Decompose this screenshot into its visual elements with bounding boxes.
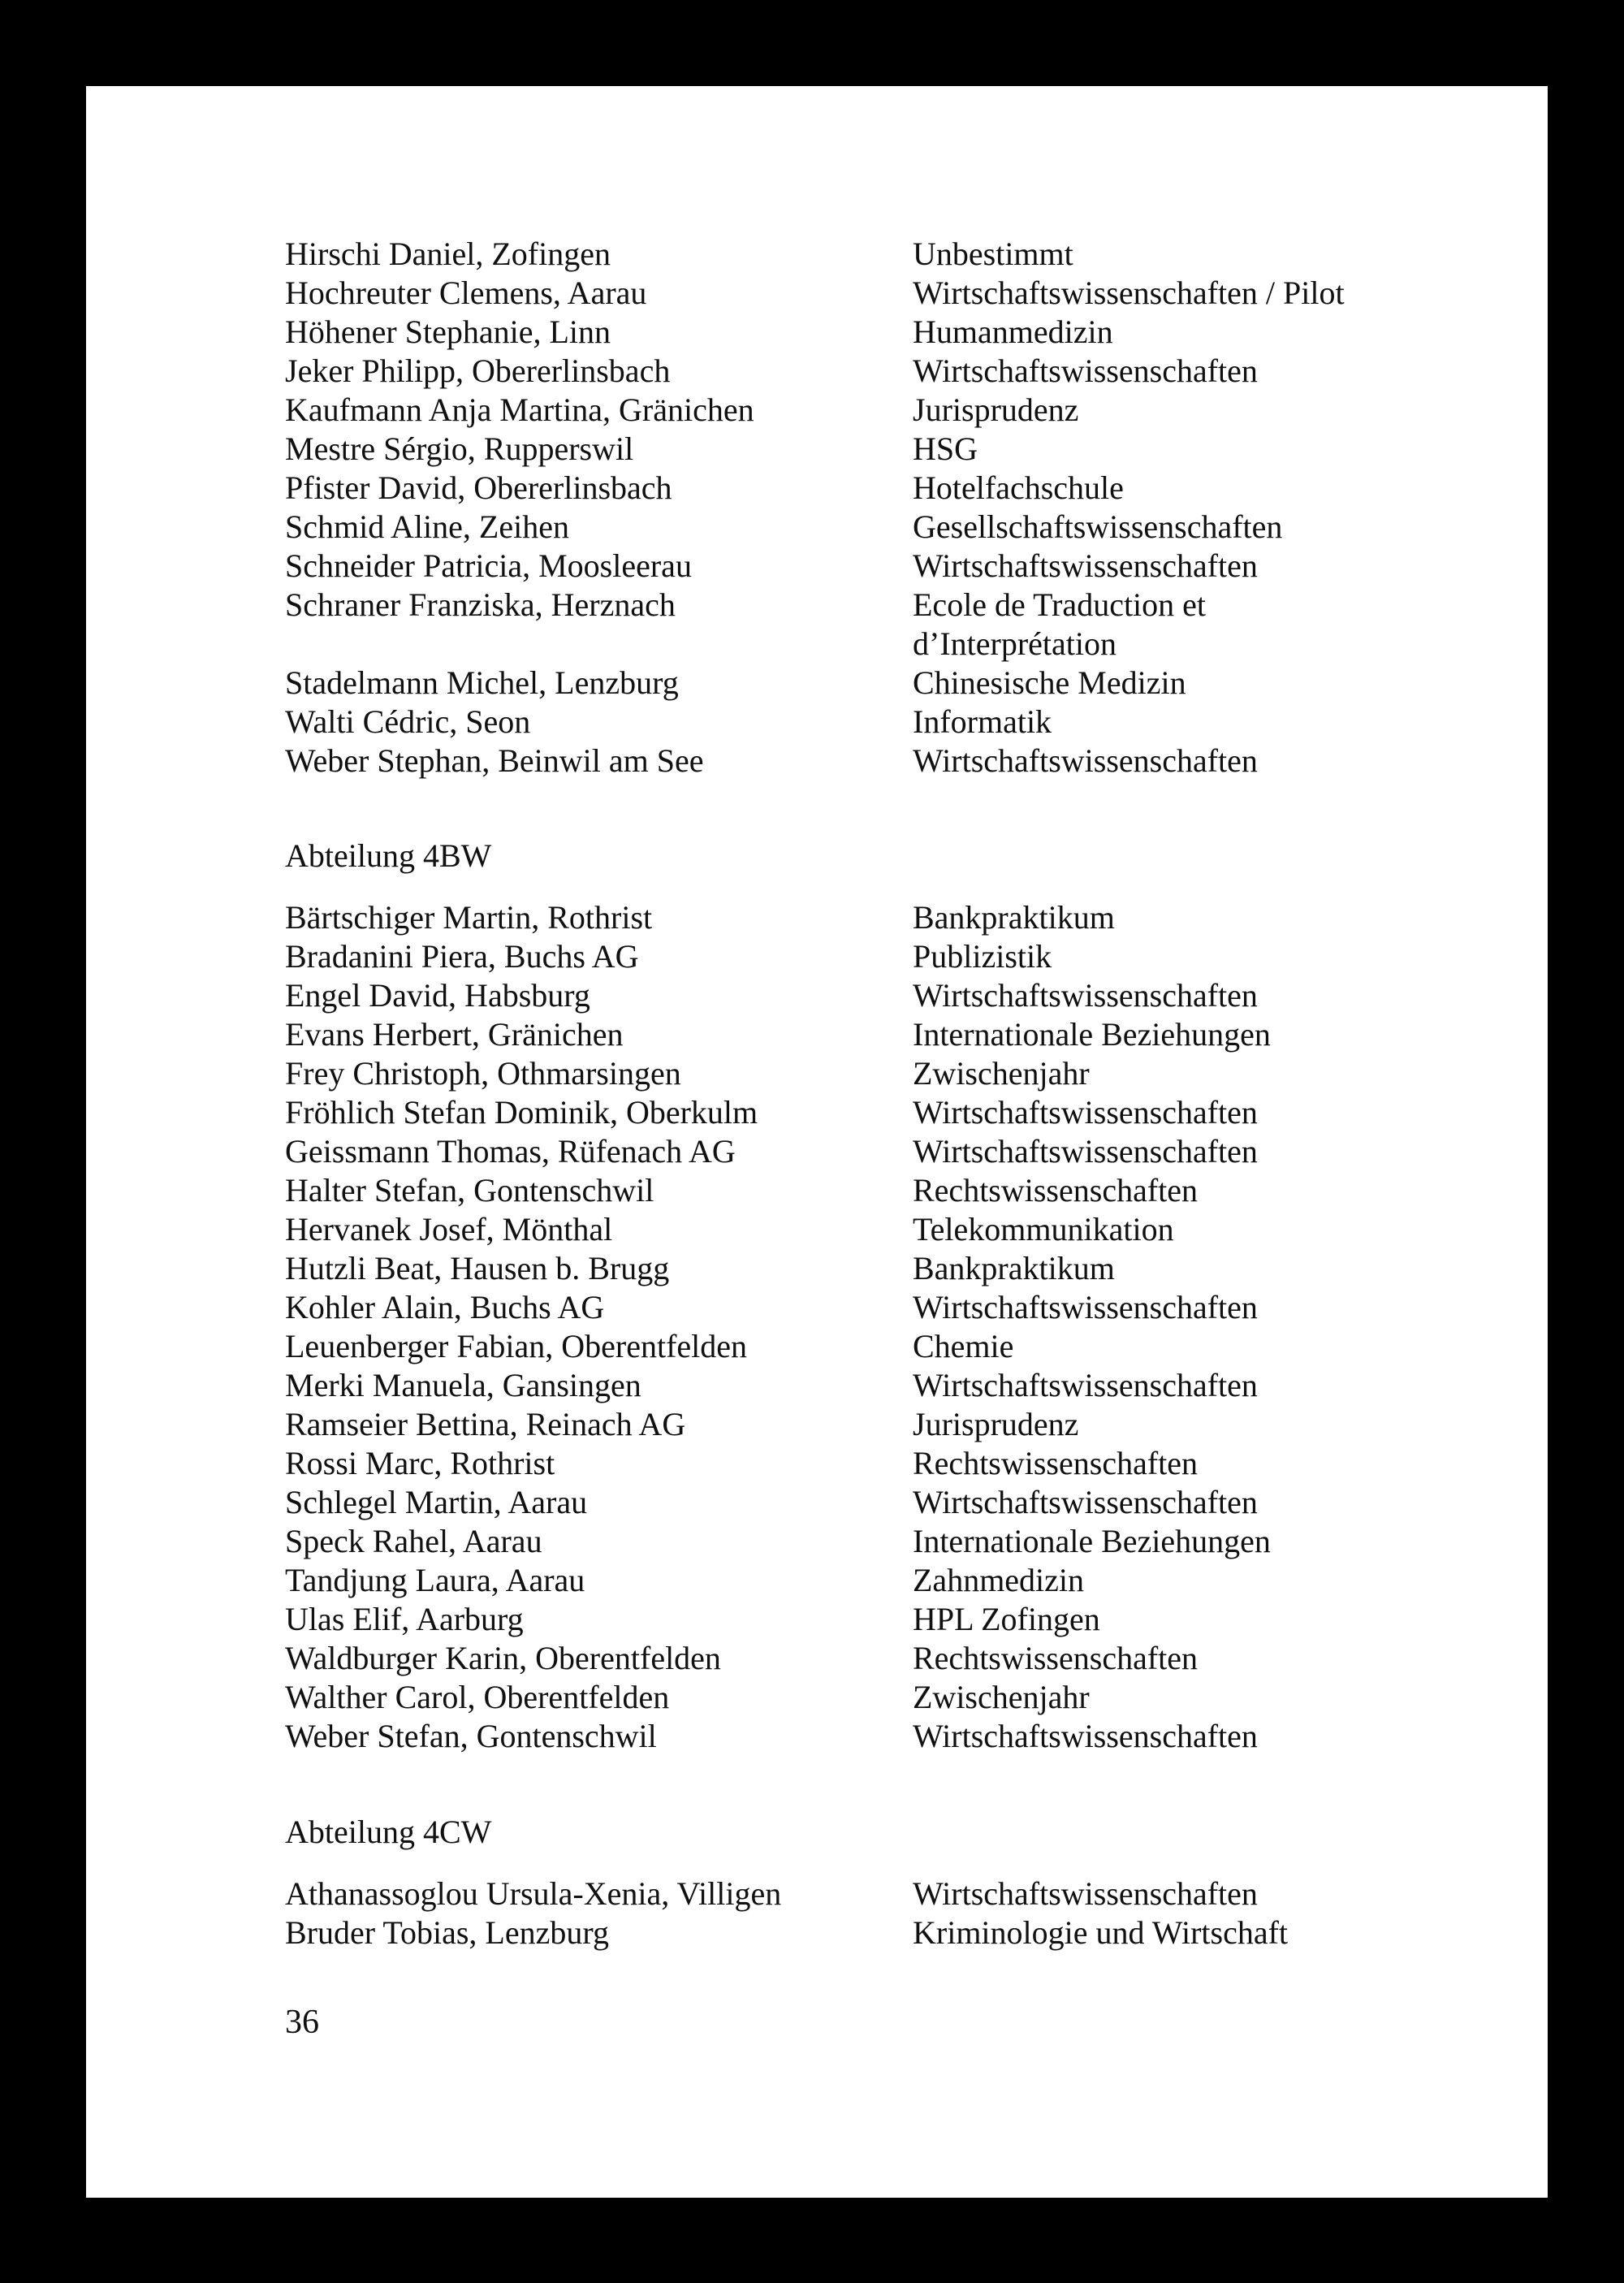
list-row	[86, 1483, 1548, 1522]
student-name: Bruder Tobias, Lenzburg	[285, 1914, 609, 1951]
list-row	[86, 898, 1548, 937]
student-name: Rossi Marc, Rothrist	[285, 1445, 555, 1481]
student-name: Leuenberger Fabian, Oberentfelden	[285, 1328, 748, 1364]
student-name: Schmid Aline, Zeihen	[285, 508, 569, 545]
student-name: Walther Carol, Oberentfelden	[285, 1679, 670, 1715]
list-row	[86, 313, 1548, 352]
student-name: Kaufmann Anja Martina, Gränichen	[285, 391, 754, 428]
list-row	[86, 274, 1548, 313]
list-row	[86, 586, 1548, 664]
list-row	[86, 1327, 1548, 1366]
study-field: Ecole de Traduction et d’Interprétation	[913, 586, 1207, 662]
list-row	[86, 1366, 1548, 1405]
study-field: Bankpraktikum	[913, 1250, 1115, 1286]
study-field: Rechtswissenschaften	[913, 1445, 1199, 1481]
study-field: Wirtschaftswissenschaften	[913, 977, 1258, 1014]
student-name: Hervanek Josef, Mönthal	[285, 1211, 613, 1247]
student-name: Bärtschiger Martin, Rothrist	[285, 899, 653, 936]
study-field: Gesellschaftswissenschaften	[913, 508, 1283, 545]
section-heading-4cw: Abteilung 4CW	[285, 1814, 492, 1850]
student-name: Pfister David, Obererlinsbach	[285, 469, 672, 506]
study-field: Zwischenjahr	[913, 1055, 1090, 1092]
study-field: Wirtschaftswissenschaften	[913, 1484, 1258, 1520]
study-field: Wirtschaftswissenschaften	[913, 1094, 1258, 1131]
list-row	[86, 469, 1548, 508]
student-name: Stadelmann Michel, Lenzburg	[285, 664, 679, 701]
list-row	[86, 1132, 1548, 1171]
list-row	[86, 547, 1548, 586]
study-field: Jurisprudenz	[913, 1406, 1079, 1442]
study-field: Telekommunikation	[913, 1211, 1174, 1247]
list-row	[86, 1913, 1548, 1952]
study-field: Hotelfachschule	[913, 469, 1124, 506]
list-row	[86, 937, 1548, 976]
list-row	[86, 1717, 1548, 1756]
student-name: Schneider Patricia, Moosleerau	[285, 547, 692, 584]
study-field: Wirtschaftswissenschaften	[913, 742, 1258, 779]
study-field: Informatik	[913, 703, 1052, 740]
document-page	[86, 86, 1548, 2198]
list-row	[86, 1054, 1548, 1093]
student-name: Bradanini Piera, Buchs AG	[285, 938, 639, 975]
study-field: Unbestimmt	[913, 236, 1073, 272]
study-field: Internationale Beziehungen	[913, 1523, 1271, 1559]
list-row	[86, 703, 1548, 742]
study-field: HSG	[913, 430, 978, 467]
list-row	[86, 430, 1548, 469]
list-row	[86, 1561, 1548, 1600]
study-field: Humanmedizin	[913, 313, 1113, 350]
study-field: Zahnmedizin	[913, 1562, 1085, 1598]
list-row	[86, 1600, 1548, 1639]
section-heading-4bw: Abteilung 4BW	[285, 837, 492, 874]
student-name: Ulas Elif, Aarburg	[285, 1601, 524, 1637]
list-row	[86, 1639, 1548, 1678]
study-field: Wirtschaftswissenschaften	[913, 352, 1258, 389]
study-field: Kriminologie und Wirtschaft	[913, 1914, 1289, 1951]
list-row	[86, 1444, 1548, 1483]
list-row	[86, 352, 1548, 391]
student-name: Athanassoglou Ursula-Xenia, Villigen	[285, 1875, 782, 1912]
study-field: Chemie	[913, 1328, 1014, 1364]
study-field: HPL Zofingen	[913, 1601, 1100, 1637]
student-name: Hochreuter Clemens, Aarau	[285, 275, 647, 311]
student-name: Schlegel Martin, Aarau	[285, 1484, 588, 1520]
study-field: Wirtschaftswissenschaften	[913, 1367, 1258, 1403]
list-row	[86, 1210, 1548, 1249]
student-name: Walti Cédric, Seon	[285, 703, 531, 740]
list-row	[86, 1522, 1548, 1561]
student-name: Hutzli Beat, Hausen b. Brugg	[285, 1250, 670, 1286]
study-field: Jurisprudenz	[913, 391, 1079, 428]
student-list-4bw	[86, 898, 1548, 1756]
list-row	[86, 1249, 1548, 1288]
student-name: Jeker Philipp, Obererlinsbach	[285, 352, 671, 389]
student-name: Schraner Franziska, Herznach	[285, 586, 676, 623]
student-name: Fröhlich Stefan Dominik, Oberkulm	[285, 1094, 758, 1131]
student-name: Weber Stefan, Gontenschwil	[285, 1718, 657, 1754]
list-row	[86, 1678, 1548, 1717]
study-field: Rechtswissenschaften	[913, 1172, 1199, 1209]
list-row	[86, 1093, 1548, 1132]
student-name: Evans Herbert, Gränichen	[285, 1016, 624, 1053]
student-name: Tandjung Laura, Aarau	[285, 1562, 585, 1598]
study-field: Wirtschaftswissenschaften	[913, 1875, 1258, 1912]
student-name: Weber Stephan, Beinwil am See	[285, 742, 704, 779]
list-row	[86, 976, 1548, 1015]
student-name: Kohler Alain, Buchs AG	[285, 1289, 605, 1325]
list-row	[86, 508, 1548, 547]
student-list-4cw	[86, 1874, 1548, 1952]
list-row	[86, 235, 1548, 274]
study-field: Wirtschaftswissenschaften	[913, 1289, 1258, 1325]
student-name: Frey Christoph, Othmarsingen	[285, 1055, 681, 1092]
list-row	[86, 1874, 1548, 1913]
student-list-top	[86, 235, 1548, 780]
study-field: Internationale Beziehungen	[913, 1016, 1271, 1053]
study-field: Wirtschaftswissenschaften	[913, 1718, 1258, 1754]
list-row	[86, 391, 1548, 430]
student-name: Hirschi Daniel, Zofingen	[285, 236, 611, 272]
study-field: Zwischenjahr	[913, 1679, 1090, 1715]
page-number: 36	[285, 2004, 319, 2041]
student-name: Engel David, Habsburg	[285, 977, 590, 1014]
student-name: Merki Manuela, Gansingen	[285, 1367, 641, 1403]
list-row	[86, 1015, 1548, 1054]
student-name: Höhener Stephanie, Linn	[285, 313, 611, 350]
list-row	[86, 742, 1548, 780]
study-field: Chinesische Medizin	[913, 664, 1186, 701]
student-name: Mestre Sérgio, Rupperswil	[285, 430, 634, 467]
study-field: Bankpraktikum	[913, 899, 1115, 936]
study-field: Publizistik	[913, 938, 1052, 975]
list-row	[86, 1288, 1548, 1327]
student-name: Waldburger Karin, Oberentfelden	[285, 1640, 721, 1676]
list-row	[86, 664, 1548, 703]
study-field: Wirtschaftswissenschaften / Pilot	[913, 275, 1345, 311]
list-row	[86, 1405, 1548, 1444]
list-row	[86, 1171, 1548, 1210]
study-field: Wirtschaftswissenschaften	[913, 1133, 1258, 1170]
student-name: Geissmann Thomas, Rüfenach AG	[285, 1133, 736, 1170]
study-field: Rechtswissenschaften	[913, 1640, 1199, 1676]
study-field: Wirtschaftswissenschaften	[913, 547, 1258, 584]
student-name: Speck Rahel, Aarau	[285, 1523, 542, 1559]
student-name: Ramseier Bettina, Reinach AG	[285, 1406, 686, 1442]
student-name: Halter Stefan, Gontenschwil	[285, 1172, 654, 1209]
